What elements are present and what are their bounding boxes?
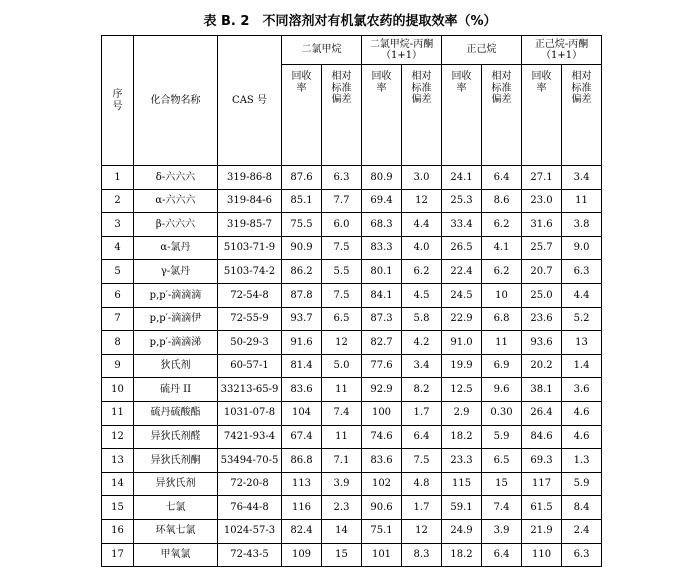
dcm-acetone-rsd: 1.7 <box>402 496 442 520</box>
cas-number: 33213-65-9 <box>218 378 282 402</box>
hexane-recovery: 22.9 <box>442 307 482 331</box>
row-number: 7 <box>102 307 134 331</box>
dcm-acetone-rsd: 12 <box>402 189 442 213</box>
dcm-recovery: 81.4 <box>282 354 322 378</box>
hexane-acetone-rsd: 5.2 <box>562 307 602 331</box>
table-row <box>102 331 602 355</box>
dcm-rsd: 14 <box>322 519 362 543</box>
cas-number: 50-29-3 <box>218 331 282 355</box>
hexane-acetone-recovery: 20.2 <box>522 354 562 378</box>
row-number: 8 <box>102 331 134 355</box>
dcm-recovery: 86.8 <box>282 449 322 473</box>
hexane-acetone-recovery: 25.7 <box>522 236 562 260</box>
dcm-recovery: 86.2 <box>282 260 322 284</box>
compound-name: 异狄氏剂 <box>134 472 218 496</box>
dcm-recovery: 116 <box>282 496 322 520</box>
hexane-acetone-rsd: 2.4 <box>562 519 602 543</box>
dcm-acetone-recovery: 101 <box>362 543 402 567</box>
dcm-acetone-rsd: 1.7 <box>402 401 442 425</box>
hexane-recovery: 2.9 <box>442 401 482 425</box>
cas-number: 72-20-8 <box>218 472 282 496</box>
row-number: 14 <box>102 472 134 496</box>
dcm-acetone-recovery: 90.6 <box>362 496 402 520</box>
header-rsd: 相对 标准 偏差 <box>562 65 602 166</box>
dcm-recovery: 90.9 <box>282 236 322 260</box>
dcm-rsd: 7.1 <box>322 449 362 473</box>
dcm-recovery: 91.6 <box>282 331 322 355</box>
header-group-dichloromethane: 二氯甲烷 <box>282 36 362 65</box>
hexane-recovery: 59.1 <box>442 496 482 520</box>
header-group-dichloromethane-acetone: 二氯甲烷-丙酮 （1+1） <box>362 36 442 65</box>
hexane-acetone-rsd: 1.3 <box>562 449 602 473</box>
dcm-recovery: 82.4 <box>282 519 322 543</box>
hexane-rsd: 15 <box>482 472 522 496</box>
compound-name: 异狄氏剂酮 <box>134 449 218 473</box>
header-seq: 序 号 <box>102 36 134 166</box>
hexane-rsd: 9.6 <box>482 378 522 402</box>
dcm-rsd: 11 <box>322 425 362 449</box>
compound-name: 环氧七氯 <box>134 519 218 543</box>
cas-number: 72-55-9 <box>218 307 282 331</box>
dcm-acetone-recovery: 69.4 <box>362 189 402 213</box>
dcm-acetone-recovery: 75.1 <box>362 519 402 543</box>
dcm-rsd: 5.5 <box>322 260 362 284</box>
dcm-acetone-rsd: 4.0 <box>402 236 442 260</box>
row-number: 9 <box>102 354 134 378</box>
hexane-recovery: 24.5 <box>442 283 482 307</box>
cas-number: 76-44-8 <box>218 496 282 520</box>
row-number: 12 <box>102 425 134 449</box>
dcm-acetone-recovery: 74.6 <box>362 425 402 449</box>
table-row <box>102 472 602 496</box>
header-recovery: 回收 率 <box>282 65 322 166</box>
dcm-rsd: 7.5 <box>322 236 362 260</box>
dcm-acetone-rsd: 4.2 <box>402 331 442 355</box>
table-row <box>102 236 602 260</box>
header-compound-name: 化合物名称 <box>134 36 218 166</box>
hexane-recovery: 18.2 <box>442 543 482 567</box>
dcm-recovery: 87.6 <box>282 166 322 190</box>
row-number: 13 <box>102 449 134 473</box>
hexane-acetone-rsd: 8.4 <box>562 496 602 520</box>
compound-name: 七氯 <box>134 496 218 520</box>
table-row <box>102 543 602 567</box>
dcm-rsd: 11 <box>322 378 362 402</box>
cas-number: 1024-57-3 <box>218 519 282 543</box>
hexane-acetone-recovery: 21.9 <box>522 519 562 543</box>
dcm-acetone-recovery: 83.6 <box>362 449 402 473</box>
compound-name: γ-氯丹 <box>134 260 218 284</box>
compound-name: p,p′-滴滴滴 <box>134 283 218 307</box>
dcm-rsd: 15 <box>322 543 362 567</box>
table-caption: 表 B. 2 不同溶剂对有机氯农药的提取效率（%） <box>203 14 497 29</box>
header-group-hexane: 正己烷 <box>442 36 522 65</box>
dcm-rsd: 2.3 <box>322 496 362 520</box>
hexane-acetone-rsd: 5.9 <box>562 472 602 496</box>
dcm-recovery: 93.7 <box>282 307 322 331</box>
hexane-rsd: 6.5 <box>482 449 522 473</box>
dcm-acetone-recovery: 77.6 <box>362 354 402 378</box>
cas-number: 72-43-5 <box>218 543 282 567</box>
dcm-rsd: 7.5 <box>322 283 362 307</box>
hexane-rsd: 8.6 <box>482 189 522 213</box>
header-rsd: 相对 标准 偏差 <box>402 65 442 166</box>
table-row <box>102 213 602 237</box>
cas-number: 7421-93-4 <box>218 425 282 449</box>
hexane-recovery: 91.0 <box>442 331 482 355</box>
hexane-acetone-recovery: 38.1 <box>522 378 562 402</box>
hexane-recovery: 26.5 <box>442 236 482 260</box>
hexane-rsd: 0.30 <box>482 401 522 425</box>
hexane-acetone-rsd: 3.6 <box>562 378 602 402</box>
hexane-acetone-rsd: 4.6 <box>562 425 602 449</box>
hexane-rsd: 6.8 <box>482 307 522 331</box>
dcm-acetone-rsd: 4.8 <box>402 472 442 496</box>
dcm-acetone-recovery: 102 <box>362 472 402 496</box>
dcm-recovery: 67.4 <box>282 425 322 449</box>
cas-number: 319-86-8 <box>218 166 282 190</box>
header-recovery: 回收 率 <box>362 65 402 166</box>
row-number: 3 <box>102 213 134 237</box>
dcm-acetone-recovery: 80.9 <box>362 166 402 190</box>
dcm-acetone-recovery: 84.1 <box>362 283 402 307</box>
hexane-acetone-recovery: 117 <box>522 472 562 496</box>
row-number: 11 <box>102 401 134 425</box>
dcm-acetone-recovery: 80.1 <box>362 260 402 284</box>
cas-number: 72-54-8 <box>218 283 282 307</box>
hexane-recovery: 18.2 <box>442 425 482 449</box>
hexane-acetone-recovery: 61.5 <box>522 496 562 520</box>
dcm-acetone-rsd: 3.4 <box>402 354 442 378</box>
dcm-acetone-rsd: 4.5 <box>402 283 442 307</box>
hexane-rsd: 5.9 <box>482 425 522 449</box>
dcm-acetone-rsd: 6.2 <box>402 260 442 284</box>
cas-number: 5103-74-2 <box>218 260 282 284</box>
row-number: 4 <box>102 236 134 260</box>
compound-name: β-六六六 <box>134 213 218 237</box>
row-number: 16 <box>102 519 134 543</box>
dcm-rsd: 6.3 <box>322 166 362 190</box>
hexane-recovery: 19.9 <box>442 354 482 378</box>
hexane-acetone-rsd: 3.8 <box>562 213 602 237</box>
dcm-recovery: 75.5 <box>282 213 322 237</box>
hexane-acetone-recovery: 25.0 <box>522 283 562 307</box>
hexane-acetone-recovery: 27.1 <box>522 166 562 190</box>
dcm-acetone-recovery: 100 <box>362 401 402 425</box>
dcm-acetone-rsd: 8.3 <box>402 543 442 567</box>
header-rsd: 相对 标准 偏差 <box>482 65 522 166</box>
table-body <box>102 166 602 567</box>
cas-number: 5103-71-9 <box>218 236 282 260</box>
hexane-rsd: 6.9 <box>482 354 522 378</box>
dcm-rsd: 7.7 <box>322 189 362 213</box>
row-number: 5 <box>102 260 134 284</box>
dcm-recovery: 83.6 <box>282 378 322 402</box>
table-row <box>102 307 602 331</box>
hexane-acetone-rsd: 9.0 <box>562 236 602 260</box>
hexane-acetone-rsd: 13 <box>562 331 602 355</box>
row-number: 2 <box>102 189 134 213</box>
row-number: 15 <box>102 496 134 520</box>
hexane-acetone-recovery: 84.6 <box>522 425 562 449</box>
hexane-recovery: 24.9 <box>442 519 482 543</box>
hexane-acetone-recovery: 69.3 <box>522 449 562 473</box>
dcm-acetone-rsd: 12 <box>402 519 442 543</box>
header-recovery: 回收 率 <box>442 65 482 166</box>
hexane-rsd: 6.2 <box>482 213 522 237</box>
dcm-recovery: 87.8 <box>282 283 322 307</box>
hexane-acetone-recovery: 26.4 <box>522 401 562 425</box>
dcm-recovery: 109 <box>282 543 322 567</box>
dcm-acetone-rsd: 6.4 <box>402 425 442 449</box>
table-row <box>102 496 602 520</box>
header-rsd: 相对 标准 偏差 <box>322 65 362 166</box>
table-row <box>102 401 602 425</box>
hexane-rsd: 4.1 <box>482 236 522 260</box>
hexane-rsd: 11 <box>482 331 522 355</box>
compound-name: p,p′-滴滴涕 <box>134 331 218 355</box>
extraction-efficiency-table <box>101 35 602 567</box>
hexane-recovery: 25.3 <box>442 189 482 213</box>
hexane-acetone-rsd: 3.4 <box>562 166 602 190</box>
table-row <box>102 378 602 402</box>
dcm-recovery: 85.1 <box>282 189 322 213</box>
dcm-recovery: 113 <box>282 472 322 496</box>
dcm-acetone-rsd: 7.5 <box>402 449 442 473</box>
row-number: 17 <box>102 543 134 567</box>
table-row <box>102 425 602 449</box>
hexane-acetone-recovery: 31.6 <box>522 213 562 237</box>
table-row <box>102 260 602 284</box>
dcm-acetone-recovery: 68.3 <box>362 213 402 237</box>
dcm-acetone-rsd: 8.2 <box>402 378 442 402</box>
compound-name: 狄氏剂 <box>134 354 218 378</box>
hexane-acetone-recovery: 93.6 <box>522 331 562 355</box>
header-cas-number: CAS 号 <box>218 36 282 166</box>
dcm-rsd: 3.9 <box>322 472 362 496</box>
hexane-acetone-rsd: 4.4 <box>562 283 602 307</box>
dcm-rsd: 12 <box>322 331 362 355</box>
dcm-recovery: 104 <box>282 401 322 425</box>
hexane-rsd: 6.4 <box>482 166 522 190</box>
hexane-rsd: 7.4 <box>482 496 522 520</box>
row-number: 1 <box>102 166 134 190</box>
hexane-acetone-rsd: 1.4 <box>562 354 602 378</box>
dcm-acetone-rsd: 4.4 <box>402 213 442 237</box>
cas-number: 1031-07-8 <box>218 401 282 425</box>
hexane-acetone-rsd: 11 <box>562 189 602 213</box>
compound-name: p,p′-滴滴伊 <box>134 307 218 331</box>
table-row <box>102 449 602 473</box>
cas-number: 319-84-6 <box>218 189 282 213</box>
table-row <box>102 283 602 307</box>
hexane-acetone-recovery: 110 <box>522 543 562 567</box>
hexane-recovery: 22.4 <box>442 260 482 284</box>
hexane-rsd: 6.4 <box>482 543 522 567</box>
compound-name: δ-六六六 <box>134 166 218 190</box>
hexane-recovery: 115 <box>442 472 482 496</box>
hexane-rsd: 6.2 <box>482 260 522 284</box>
dcm-acetone-recovery: 92.9 <box>362 378 402 402</box>
hexane-rsd: 3.9 <box>482 519 522 543</box>
hexane-rsd: 10 <box>482 283 522 307</box>
table-row <box>102 354 602 378</box>
table-row <box>102 519 602 543</box>
cas-number: 319-85-7 <box>218 213 282 237</box>
cas-number: 53494-70-5 <box>218 449 282 473</box>
compound-name: 硫丹 II <box>134 378 218 402</box>
dcm-acetone-rsd: 5.8 <box>402 307 442 331</box>
hexane-acetone-rsd: 6.3 <box>562 260 602 284</box>
dcm-rsd: 7.4 <box>322 401 362 425</box>
compound-name: α-氯丹 <box>134 236 218 260</box>
cas-number: 60-57-1 <box>218 354 282 378</box>
dcm-acetone-recovery: 82.7 <box>362 331 402 355</box>
header-group-hexane-acetone: 正己烷-丙酮 （1+1） <box>522 36 602 65</box>
hexane-acetone-recovery: 20.7 <box>522 260 562 284</box>
hexane-recovery: 33.4 <box>442 213 482 237</box>
hexane-acetone-rsd: 6.3 <box>562 543 602 567</box>
dcm-acetone-recovery: 83.3 <box>362 236 402 260</box>
compound-name: α-六六六 <box>134 189 218 213</box>
dcm-rsd: 5.0 <box>322 354 362 378</box>
dcm-acetone-rsd: 3.0 <box>402 166 442 190</box>
hexane-recovery: 24.1 <box>442 166 482 190</box>
dcm-rsd: 6.0 <box>322 213 362 237</box>
hexane-acetone-rsd: 4.6 <box>562 401 602 425</box>
dcm-rsd: 6.5 <box>322 307 362 331</box>
compound-name: 硫丹硫酸酯 <box>134 401 218 425</box>
row-number: 6 <box>102 283 134 307</box>
table-row <box>102 166 602 190</box>
row-number: 10 <box>102 378 134 402</box>
hexane-acetone-recovery: 23.0 <box>522 189 562 213</box>
table-row <box>102 189 602 213</box>
compound-name: 异狄氏剂醛 <box>134 425 218 449</box>
hexane-acetone-recovery: 23.6 <box>522 307 562 331</box>
hexane-recovery: 12.5 <box>442 378 482 402</box>
compound-name: 甲氧氯 <box>134 543 218 567</box>
header-recovery: 回收 率 <box>522 65 562 166</box>
hexane-recovery: 23.3 <box>442 449 482 473</box>
dcm-acetone-recovery: 87.3 <box>362 307 402 331</box>
